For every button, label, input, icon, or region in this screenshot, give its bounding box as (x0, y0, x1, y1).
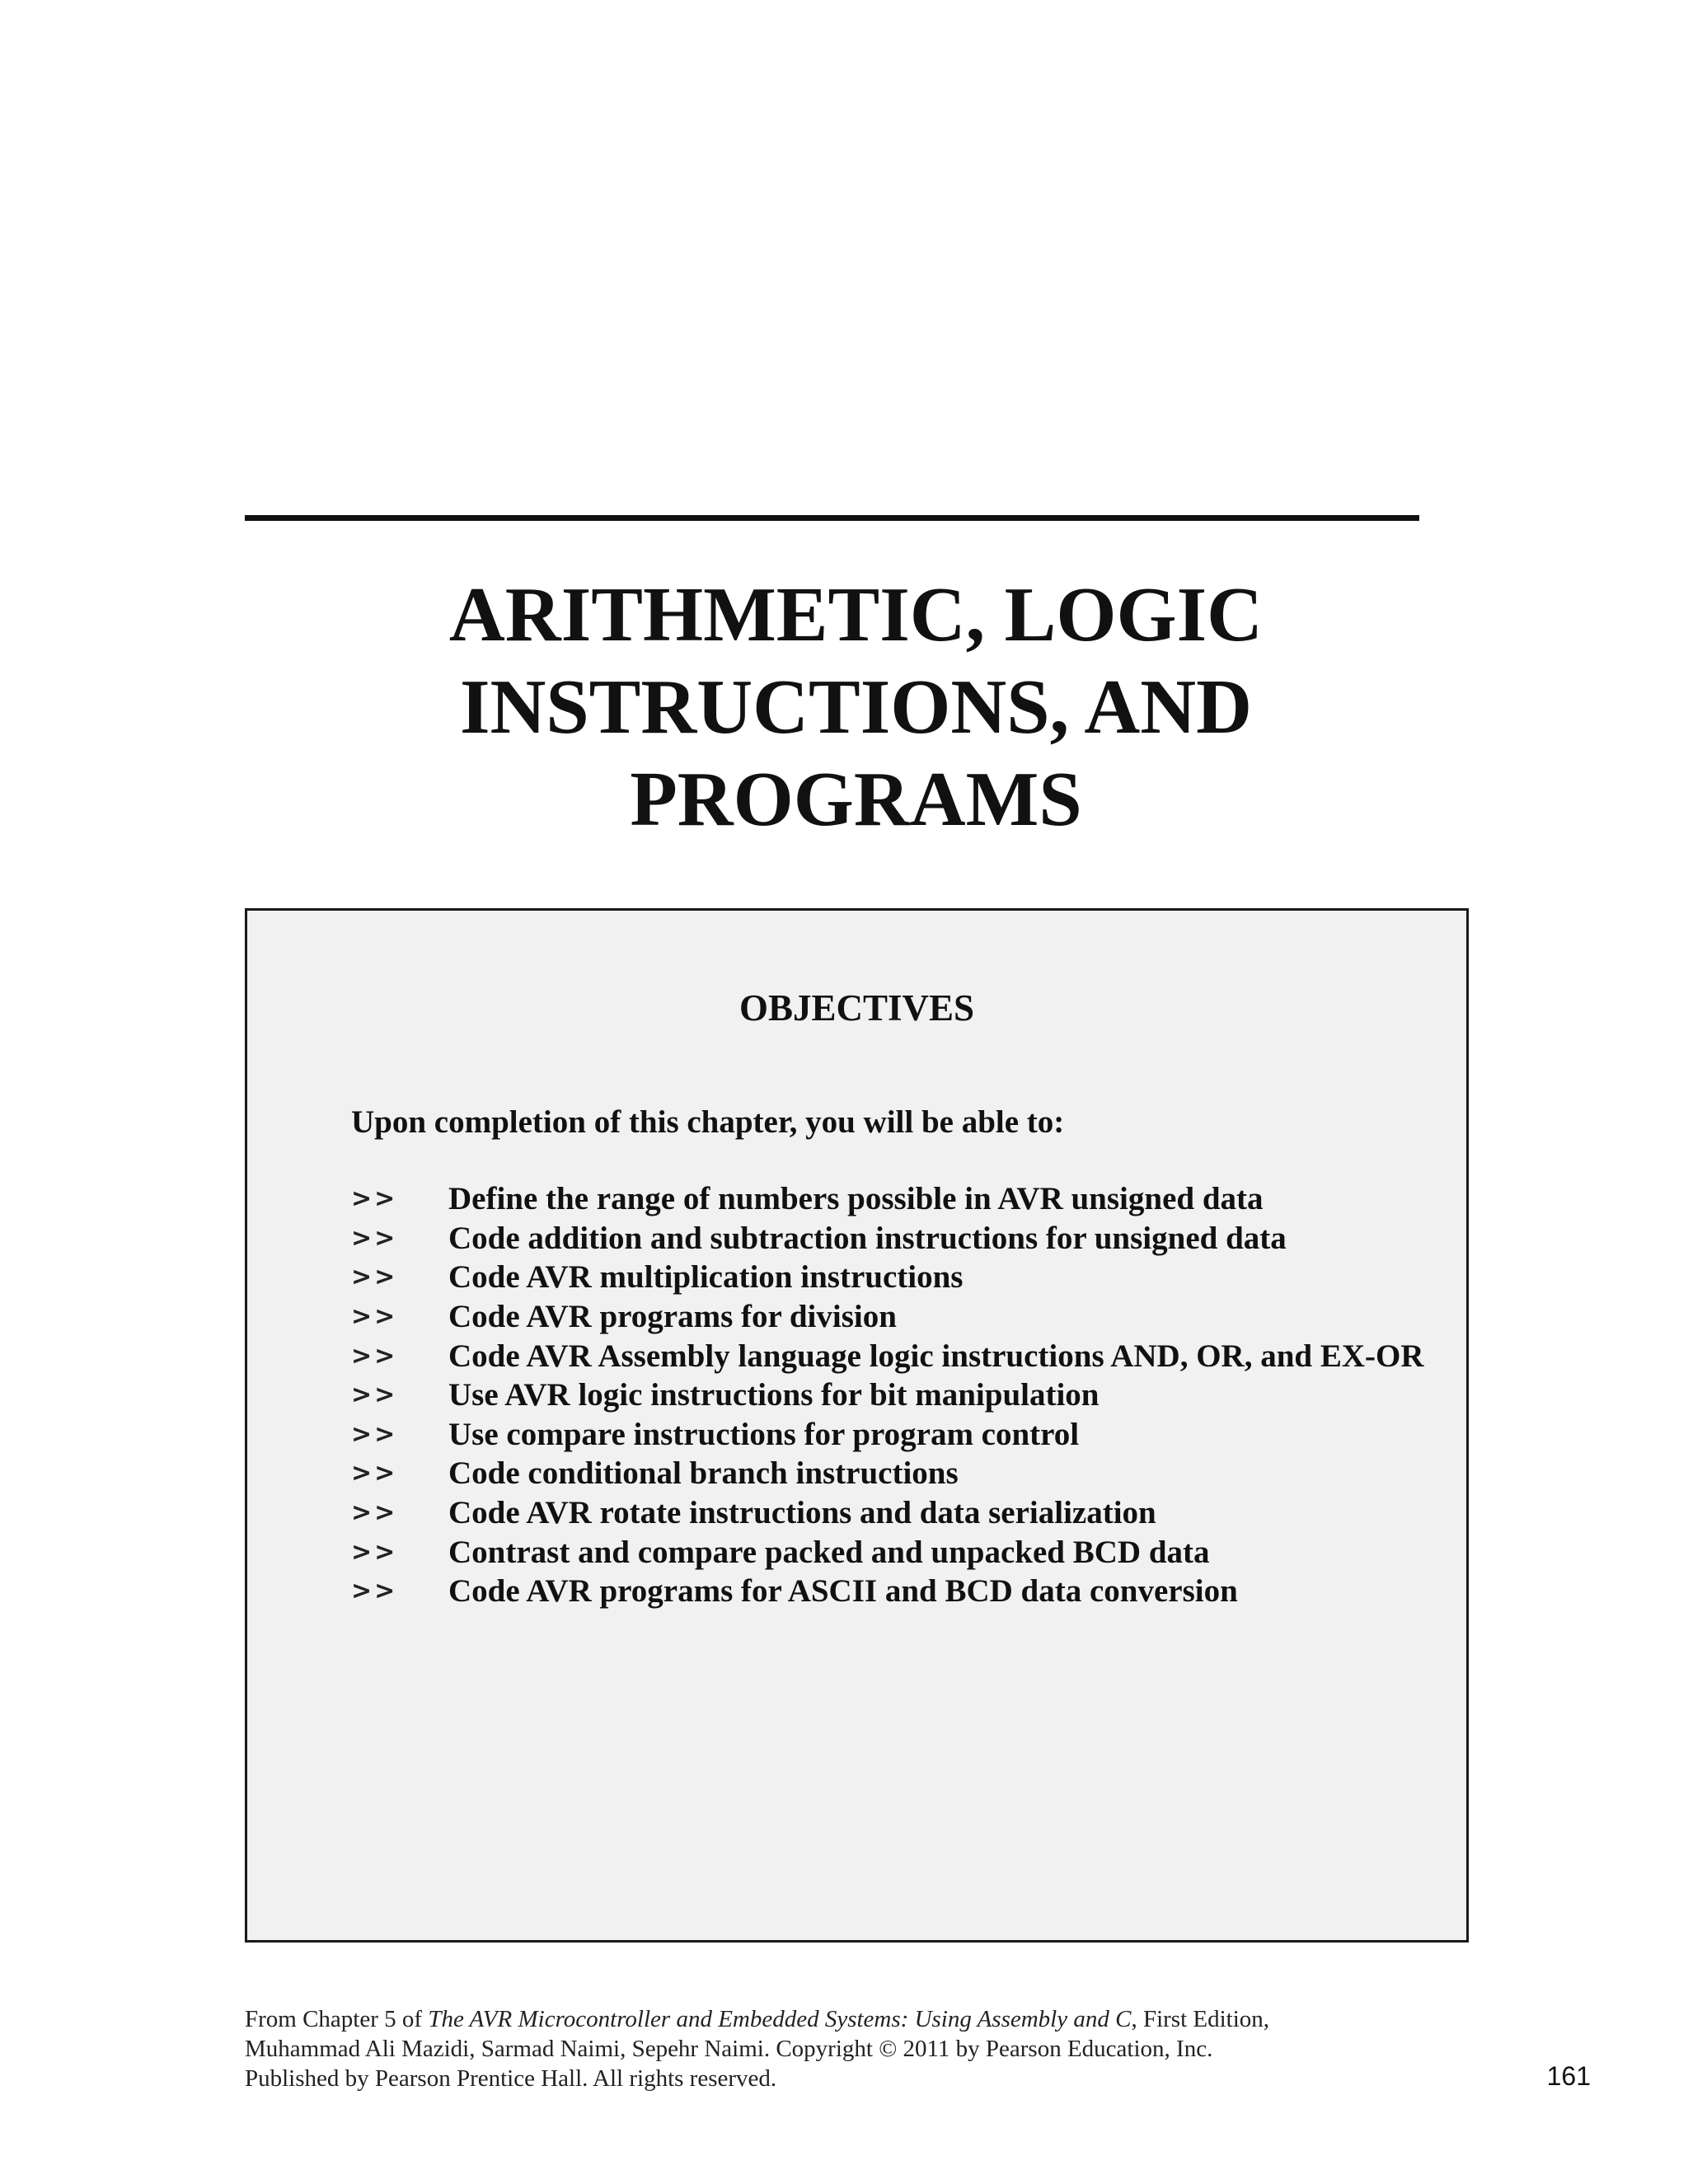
objective-text: Code conditional branch instructions (448, 1455, 959, 1492)
objective-item (351, 1376, 1424, 1415)
chapter-title-line-3: PROGRAMS (630, 757, 1082, 842)
objective-text: Code AVR programs for division (448, 1299, 897, 1335)
objective-bullet: >> (351, 1223, 398, 1253)
objectives-box (245, 908, 1469, 1943)
page-number: 161 (1546, 2061, 1591, 2091)
objective-bullet: >> (351, 1341, 398, 1371)
objective-bullet: >> (351, 1537, 398, 1567)
objective-bullet: >> (351, 1498, 398, 1528)
objective-text: Use compare instructions for program control (448, 1416, 1080, 1452)
objective-text: Code addition and subtraction instructions for unsigned data (448, 1220, 1287, 1256)
source-line-1 (245, 2004, 1269, 2034)
source-prefix: From Chapter 5 of (245, 2006, 429, 2032)
source-note (245, 2004, 1269, 2093)
objective-text: Code AVR Assembly language logic instructions AND, OR, and EX-OR (448, 1338, 1424, 1374)
source-book-title: The AVR Microcontroller and Embedded Systems: Using Assembly and C (428, 2006, 1132, 2032)
objective-item (351, 1297, 1424, 1337)
source-edition: , First Edition, (1131, 2006, 1270, 2032)
objective-text: Contrast and compare packed and unpacked BCD data (448, 1534, 1210, 1570)
objective-item (351, 1258, 1424, 1297)
top-rule (245, 515, 1419, 521)
objective-bullet: >> (351, 1419, 398, 1449)
objective-text: Code AVR multiplication instructions (448, 1259, 964, 1296)
chapter-title (245, 569, 1467, 846)
objective-item (351, 1219, 1424, 1258)
objective-text: Use AVR logic instructions for bit manipulation (448, 1377, 1100, 1413)
objectives-list (351, 1179, 1424, 1611)
objective-bullet: >> (351, 1302, 398, 1332)
objective-item (351, 1493, 1424, 1533)
objective-item (351, 1179, 1424, 1219)
chapter-title-line-2: INSTRUCTIONS, AND (459, 664, 1253, 750)
objective-item (351, 1532, 1424, 1572)
objective-item (351, 1336, 1424, 1376)
objective-bullet: >> (351, 1263, 398, 1292)
objective-bullet: >> (351, 1577, 398, 1606)
source-line-3: Published by Pearson Prentice Hall. All rights reserved. (245, 2065, 777, 2092)
objective-bullet: >> (351, 1184, 398, 1214)
objectives-heading: OBJECTIVES (738, 987, 975, 1029)
objective-text: Code AVR rotate instructions and data serialization (448, 1495, 1156, 1531)
objectives-intro: Upon completion of this chapter, you will be able to: (351, 1104, 1065, 1140)
objective-item (351, 1572, 1424, 1611)
objective-bullet: >> (351, 1459, 398, 1488)
chapter-title-line-1: ARITHMETIC, LOGIC (448, 572, 1264, 658)
objective-text: Code AVR programs for ASCII and BCD data conversion (448, 1573, 1238, 1610)
source-line-2: Muhammad Ali Mazidi, Sarmad Naimi, Sepehr Naimi. Copyright © 2011 by Pearson Education, Inc. (245, 2036, 1213, 2062)
objective-bullet: >> (351, 1380, 398, 1410)
objective-item (351, 1454, 1424, 1493)
objective-text: Define the range of numbers possible in AVR unsigned data (448, 1181, 1264, 1217)
objective-item (351, 1415, 1424, 1455)
